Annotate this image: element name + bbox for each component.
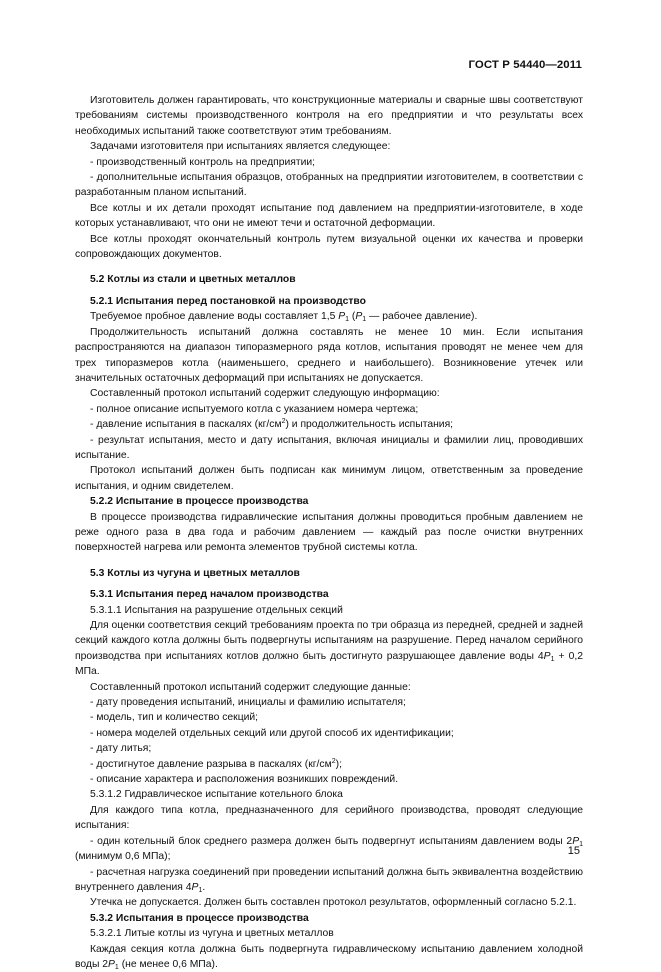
paragraph: Требуемое пробное давление воды составляет 1,5 $P_1$ ($P_1$ — рабочее давление).	[90, 311, 478, 324]
list-item: - дату литья;	[90, 743, 152, 755]
clause-heading-5-3-1-1: 5.3.1.1 Испытания на разрушение отдельных секций	[90, 604, 343, 616]
paragraph: Все котлы проходят окончательный контроль путем визуальной оценки их качества и проверки сопровождающих документов.	[75, 233, 583, 261]
list-item: - номера моделей отдельных секций или другой способ их идентификации;	[90, 727, 454, 739]
paragraph: Продолжительность испытаний должна составлять не менее 10 мин. Если испытания распространяются на диапазон типоразмерного ряда котлов, испытания проводят не менее чем для трех типоразмеров котла (наименьшего, среднего и наибольшего). Возникновение утечек или значительных остаточных деформаций при испытаниях не допускается.	[75, 326, 583, 384]
section-heading-5-2: 5.2 Котлы из стали и цветных металлов	[90, 274, 296, 286]
paragraph: Каждая секция котла должна быть подвергнута гидравлическому испытанию давлением холодной воды $2P_1$ (не менее 0,6 МПа).	[75, 943, 583, 971]
paragraph: Задачами изготовителя при испытаниях является следующее:	[90, 141, 391, 153]
list-item: - дату проведения испытаний, инициалы и фамилию испытателя;	[90, 697, 406, 709]
document-body	[75, 93, 583, 972]
list-item: - производственный контроль на предприятии;	[90, 156, 316, 168]
list-item: - описание характера и расположения возникших повреждений.	[90, 774, 399, 786]
list-item: - расчетная нагрузка соединений при проведении испытаний должна быть эквивалентна воздействию внутреннего давления $4P_1$.	[75, 866, 583, 894]
subsection-heading-5-3-2: 5.3.2 Испытания в процессе производства	[90, 912, 309, 924]
clause-heading-5-3-2-1: 5.3.2.1 Литые котлы из чугуна и цветных металлов	[90, 928, 334, 940]
subsection-heading-5-2-2: 5.2.2 Испытание в процессе производства	[90, 496, 309, 508]
subsection-heading-5-3-1: 5.3.1 Испытания перед началом производства	[90, 589, 329, 601]
paragraph: Утечка не допускается. Должен быть составлен протокол результатов, оформленный согласно 5.2.1.	[90, 897, 577, 909]
page-header-standard: ГОСТ Р 54440—2011	[468, 59, 582, 71]
list-item: - давление испытания в паскалях $(кг/см^2)$ и продолжительность испытания;	[90, 418, 454, 431]
page-number: 15	[567, 845, 580, 857]
clause-heading-5-3-1-2: 5.3.1.2 Гидравлическое испытание котельного блока	[90, 789, 343, 801]
list-item: - модель, тип и количество секций;	[90, 712, 259, 724]
paragraph: В процессе производства гидравлические испытания должны проводиться пробным давлением не реже одного раза в два года и рабочим давлением — каждый раз после очистки внутренних поверхностей нагрева или ремонта элементов трубной системы котла.	[75, 511, 583, 554]
section-heading-5-3: 5.3 Котлы из чугуна и цветных металлов	[90, 567, 300, 579]
subsection-heading-5-2-1: 5.2.1 Испытания перед постановкой на производство	[90, 295, 366, 307]
list-item: - достигнутое давление разрыва в паскалях $(кг/см^2)$;	[90, 757, 342, 770]
paragraph: Все котлы и их детали проходят испытание под давлением на предприятии-изготовителе, в ходе которых устанавливают, что они не имеют течи и остаточной деформации.	[75, 202, 583, 230]
paragraph: Протокол испытаний должен быть подписан как минимум лицом, ответственным за проведение испытания, и одним свидетелем.	[75, 465, 583, 492]
paragraph: Составленный протокол испытаний содержит следующие данные:	[90, 681, 411, 693]
list-item: - один котельный блок среднего размера должен быть подвергнут испытаниям давлением воды $2P_1$ (минимум 0,6 МПа);	[75, 835, 583, 863]
paragraph: Для каждого типа котла, предназначенного для серийного производства, проводят следующие испытания:	[75, 804, 583, 832]
paragraph: Составленный протокол испытаний содержит следующую информацию:	[90, 388, 440, 400]
paragraph: Изготовитель должен гарантировать, что конструкционные материалы и сварные швы соответствуют требованиям системы производственного контроля на его предприятии и что результаты всех необходимых испытаний также соответствуют этим требованиям.	[75, 95, 583, 137]
list-item: - дополнительные испытания образцов, отобранных на предприятии изготовителем, в соответствии с разработанным планом испытаний.	[75, 172, 583, 199]
paragraph: Для оценки соответствия секций требованиям проекта по три образца из передней, средней и задней секций каждого котла должны быть подвергнуты испытаниям на разрушение. Перед началом серийного производства при испытаниях котлов должно быть достигнуто разрушающее давление воды $4P_1 + 0,2$ МПа.	[75, 620, 583, 678]
list-item: - полное описание испытуемого котла с указанием номера чертежа;	[90, 403, 419, 415]
list-item: - результат испытания, место и дату испытания, включая инициалы и фамилии лиц, проводивших испытание.	[75, 434, 583, 461]
